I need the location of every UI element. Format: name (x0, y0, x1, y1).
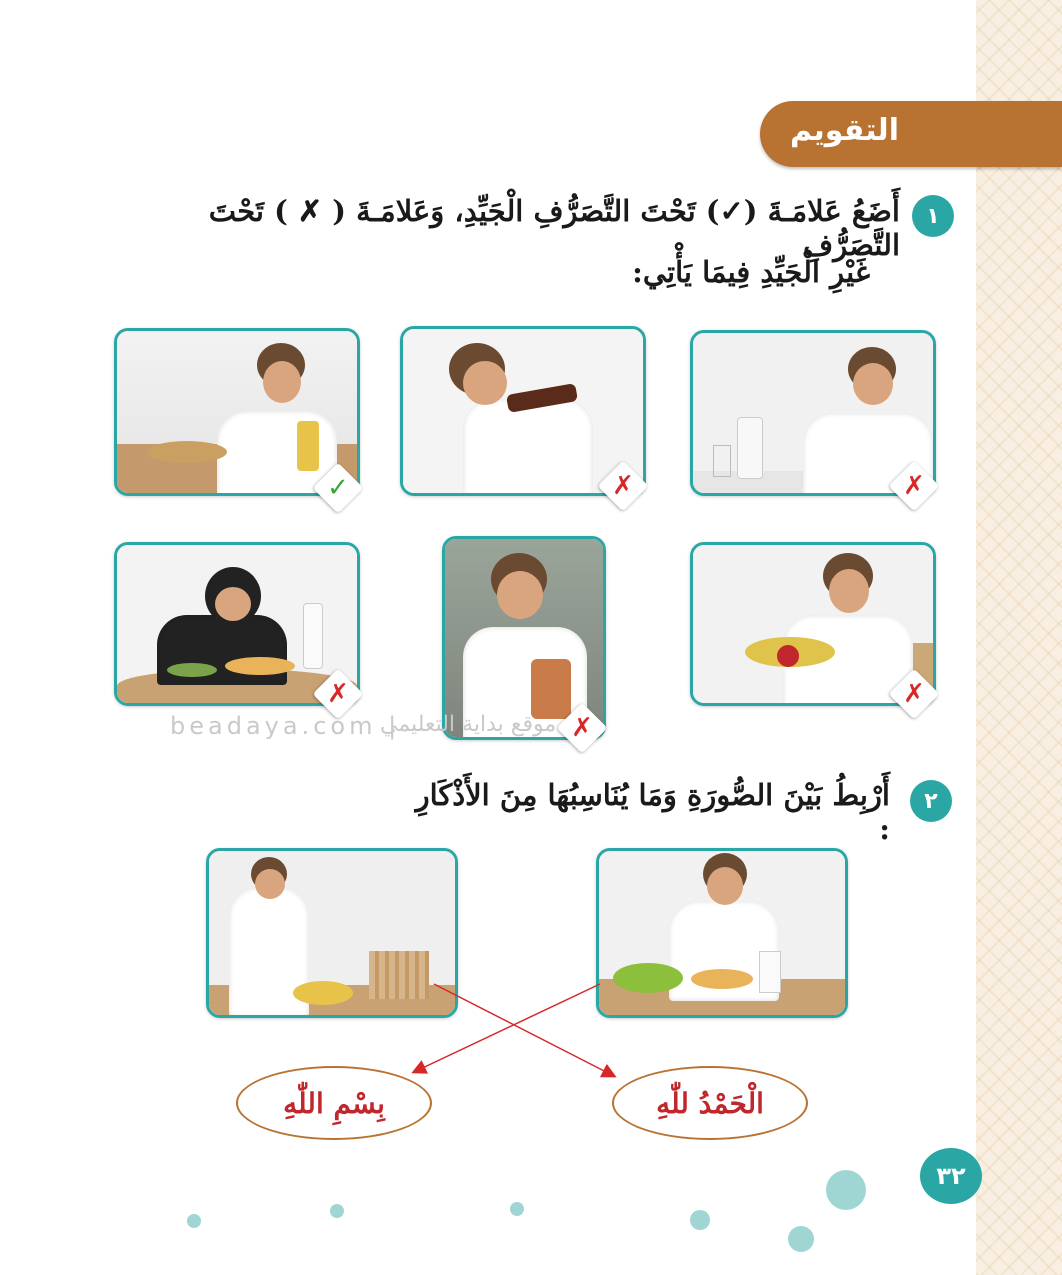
dhikr-alhamdulillah[interactable]: الْحَمْدُ للّٰهِ (612, 1066, 808, 1140)
question-2-text: أَرْبِطُ بَيْنَ الصُّورَةِ وَمَا يُنَاسِبُهَا مِنَ الأَذْكَارِ : (415, 778, 890, 846)
cross-icon: ✗ (903, 679, 925, 709)
decor-dot (187, 1214, 201, 1228)
decor-dot (690, 1210, 710, 1230)
cross-icon: ✗ (571, 713, 593, 743)
decor-dot (330, 1204, 344, 1218)
decor-dot (510, 1202, 524, 1216)
watermark-arabic: موقع بداية التعليمي (380, 712, 557, 737)
question-1-number: ١ (912, 195, 954, 237)
line-left-photo-to-right-dhikr (434, 984, 614, 1076)
page-number: ٣٢ (920, 1148, 982, 1204)
question-1-line-1: أَضَعُ عَلامَـةَ (✓) تَحْتَ التَّصَرُّفِ الْجَيِّدِ، وَعَلامَـةَ ( ✗ ) تَحْتَ التَّصَرُّفِ (208, 194, 900, 262)
cross-icon: ✗ (612, 471, 634, 501)
cross-icon: ✗ (327, 679, 349, 709)
section-title: التقويم (790, 113, 899, 148)
question-1-line-2: غَيْرِ الْجَيِّدِ فِيمَا يَأْتِي: (632, 255, 870, 289)
line-right-photo-to-left-dhikr (414, 984, 600, 1072)
decor-dot (826, 1170, 866, 1210)
watermark-latin: beadaya.com | (170, 712, 401, 740)
cross-icon: ✗ (903, 471, 925, 501)
dhikr-bismillah[interactable]: بِسْمِ اللّٰهِ (236, 1066, 432, 1140)
question-2-number: ٢ (910, 780, 952, 822)
check-icon: ✓ (327, 473, 349, 503)
decor-dot (788, 1226, 814, 1252)
